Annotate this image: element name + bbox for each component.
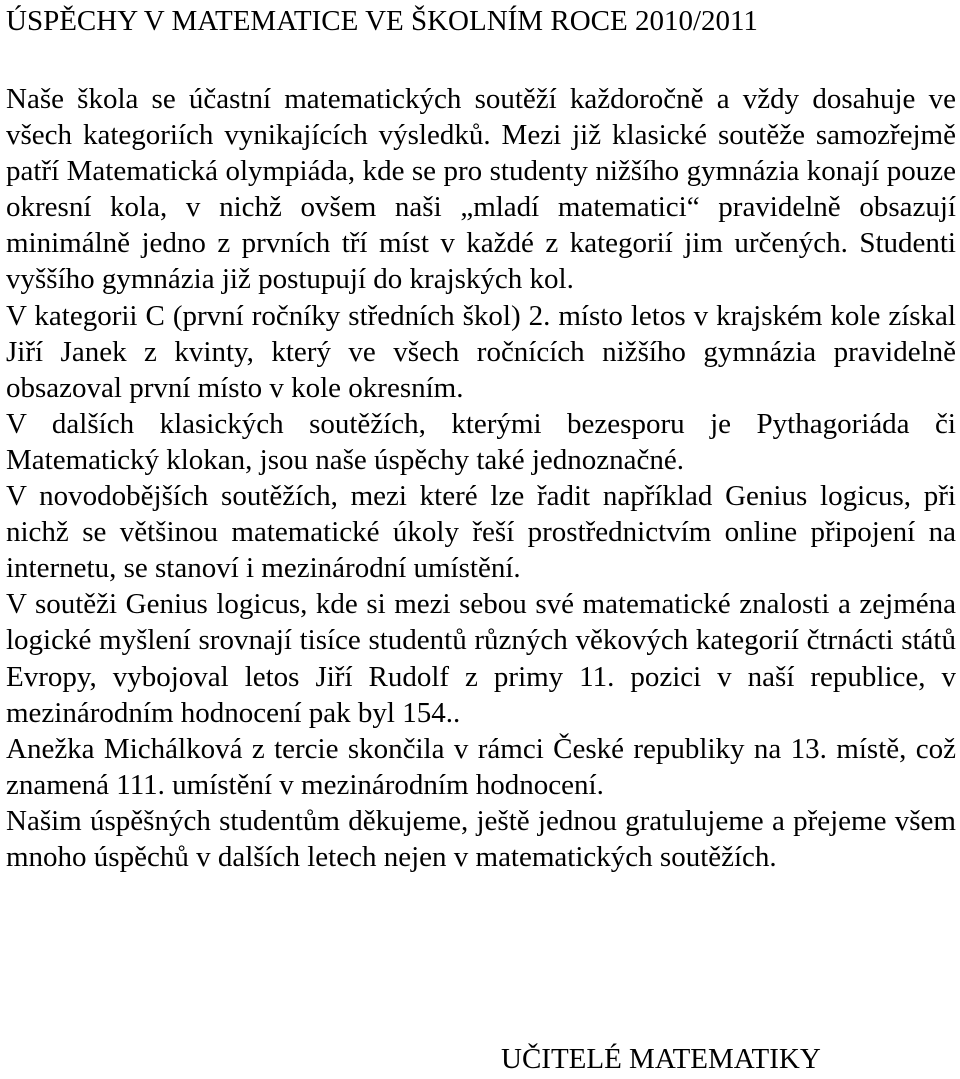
paragraph-intro: Naše škola se účastní matematických soutěží každoročně a vždy dosahuje ve všech kategoriích vynikajících výsledků. Mezi již klasické soutěže samozřejmě patří Matematická olympiáda, kde se pro studenty nižšího gymnázia konají pouze okresní kola, v nichž ovšem naši „mladí matematici“ pravidelně obsazují minimálně jedno z prvních tří míst v každé z kategorií jim určených. Studenti vyššího gymnázia již postupují do krajských kol. [6, 83, 956, 296]
paragraph-genius-logicus: V soutěži Genius logicus, kde si mezi sebou své matematické znalosti a zejména logické myšlení srovnají tisíce studentů různých věkových kategorií čtrnácti států Evropy, vybojoval letos Jiří Rudolf z primy 11. pozici v naší republice, v mezinárodním hodnocení pak byl 154.. [6, 588, 956, 729]
paragraph-anezka: Anežka Michálková z tercie skončila v rámci České republiky na 13. místě, což znamená 111. umístění v mezinárodním hodnocení. [6, 732, 956, 801]
paragraph-category-c: V kategorii C (první ročníky středních škol) 2. místo letos v krajském kole získal Jiří Janek z kvinty, který ve všech ročnících nižšího gymnázia pravidelně obsazoval první místo v kole okresním. [6, 299, 956, 404]
paragraph-thanks: Našim úspěšných studentům děkujeme, ještě jednou gratulujeme a přejeme všem mnoho úspěchů v dalších letech nejen v matematických soutěžích. [6, 804, 956, 873]
document-title: ÚSPĚCHY V MATEMATICE VE ŠKOLNÍM ROCE 2010/2011 [6, 5, 758, 37]
document-page [6, 0, 956, 875]
signature: UČITELÉ MATEMATIKY [501, 1043, 821, 1075]
paragraph-classic-competitions: V dalších klasických soutěžích, kterými bezesporu je Pythagoriáda či Matematický klokan, jsou naše úspěchy také jednoznačné. [6, 407, 956, 476]
document-body [6, 81, 956, 875]
paragraph-modern-competitions: V novodobějších soutěžích, mezi které lze řadit například Genius logicus, při nichž se většinou matematické úkoly řeší prostřednictvím online připojení na internetu, se stanoví i mezinárodní umístění. [6, 480, 956, 585]
